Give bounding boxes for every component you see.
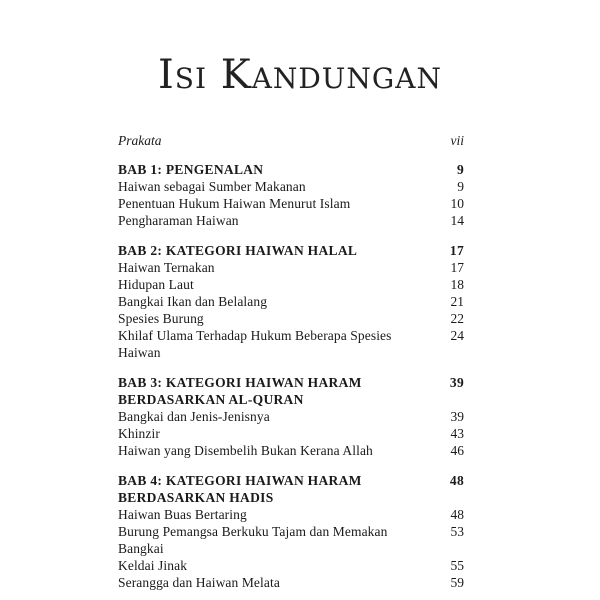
toc-chapter-heading: BAB 3: KATEGORI HAIWAN HARAM BERDASARKAN AL-QURAN (118, 375, 362, 407)
toc-entry-page: 24 (450, 328, 464, 343)
toc-entry-row (118, 327, 464, 361)
toc-entry-page: 10 (450, 196, 464, 211)
toc-chapter (118, 472, 464, 591)
toc-entry-row (118, 195, 464, 212)
toc-entry-label: Haiwan sebagai Sumber Makanan (118, 179, 306, 194)
toc-chapter (118, 374, 464, 459)
toc-entry-page: 18 (450, 277, 464, 292)
toc-chapter-heading-row (118, 374, 464, 408)
toc-entry-row (118, 310, 464, 327)
toc-entry-label: Khinzir (118, 426, 160, 441)
toc-entry-label: Penentuan Hukum Haiwan Menurut Islam (118, 196, 351, 211)
toc-entry-page: 14 (450, 213, 464, 228)
toc-entry-row (118, 574, 464, 591)
toc-entry-row (118, 408, 464, 425)
toc-entry-row (118, 442, 464, 459)
toc-entry-page: 9 (457, 179, 464, 194)
toc-entry-page: 53 (450, 524, 464, 539)
toc-entry-label: Haiwan yang Disembelih Bukan Kerana Allah (118, 443, 373, 458)
toc-entry-label: Bangkai dan Jenis-Jenisnya (118, 409, 270, 424)
toc-chapter-page: 17 (449, 243, 464, 258)
toc-entry-row (118, 557, 464, 574)
page-title: Isi Kandungan (158, 52, 442, 98)
toc-entry-label: Keldai Jinak (118, 558, 188, 573)
table-of-contents (118, 132, 464, 591)
toc-entry-label: Hidupan Laut (118, 277, 194, 292)
toc-entry-page: 21 (450, 294, 464, 309)
toc-chapter-heading-row (118, 161, 464, 178)
toc-entry-page: 22 (450, 311, 464, 326)
toc-chapter (118, 242, 464, 361)
toc-preface-label: Prakata (118, 133, 162, 148)
toc-chapter-page: 39 (449, 375, 464, 390)
toc-preface-row (118, 132, 464, 149)
toc-entry-page: 46 (450, 443, 464, 458)
toc-chapter-page: 48 (449, 473, 464, 488)
toc-entry-label: Spesies Burung (118, 311, 204, 326)
toc-entry-row (118, 276, 464, 293)
toc-entry-label: Bangkai Ikan dan Belalang (118, 294, 268, 309)
toc-entry-row (118, 212, 464, 229)
toc-entry-page: 55 (450, 558, 464, 573)
toc-entry-row (118, 178, 464, 195)
toc-entry-page: 17 (450, 260, 464, 275)
toc-entry-page: 43 (450, 426, 464, 441)
toc-entry-label: Pengharaman Haiwan (118, 213, 239, 228)
toc-entry-label: Khilaf Ulama Terhadap Hukum Beberapa Spesies Haiwan (118, 328, 392, 360)
toc-chapter-heading: BAB 4: KATEGORI HAIWAN HARAM BERDASARKAN HADIS (118, 473, 362, 505)
toc-entry-row (118, 425, 464, 442)
toc-entry-row (118, 523, 464, 557)
toc-entry-label: Serangga dan Haiwan Melata (118, 575, 280, 590)
toc-chapter-heading-row (118, 472, 464, 506)
toc-entry-row (118, 293, 464, 310)
toc-entry-page: 39 (450, 409, 464, 424)
toc-chapter-heading: BAB 2: KATEGORI HAIWAN HALAL (118, 243, 358, 258)
toc-chapter-heading-row (118, 242, 464, 259)
toc-chapters (118, 161, 464, 591)
toc-entry-page: 48 (450, 507, 464, 522)
toc-entry-row (118, 259, 464, 276)
toc-entry-label: Burung Pemangsa Berkuku Tajam dan Memakan Bangkai (118, 524, 388, 556)
toc-chapter-page: 9 (456, 162, 464, 177)
toc-entry-page: 59 (450, 575, 464, 590)
toc-entry-label: Haiwan Buas Bertaring (118, 507, 247, 522)
toc-preface-page: vii (450, 133, 464, 148)
toc-entry-row (118, 506, 464, 523)
toc-entry-label: Haiwan Ternakan (118, 260, 215, 275)
toc-chapter-heading: BAB 1: PENGENALAN (118, 162, 264, 177)
toc-chapter (118, 161, 464, 229)
